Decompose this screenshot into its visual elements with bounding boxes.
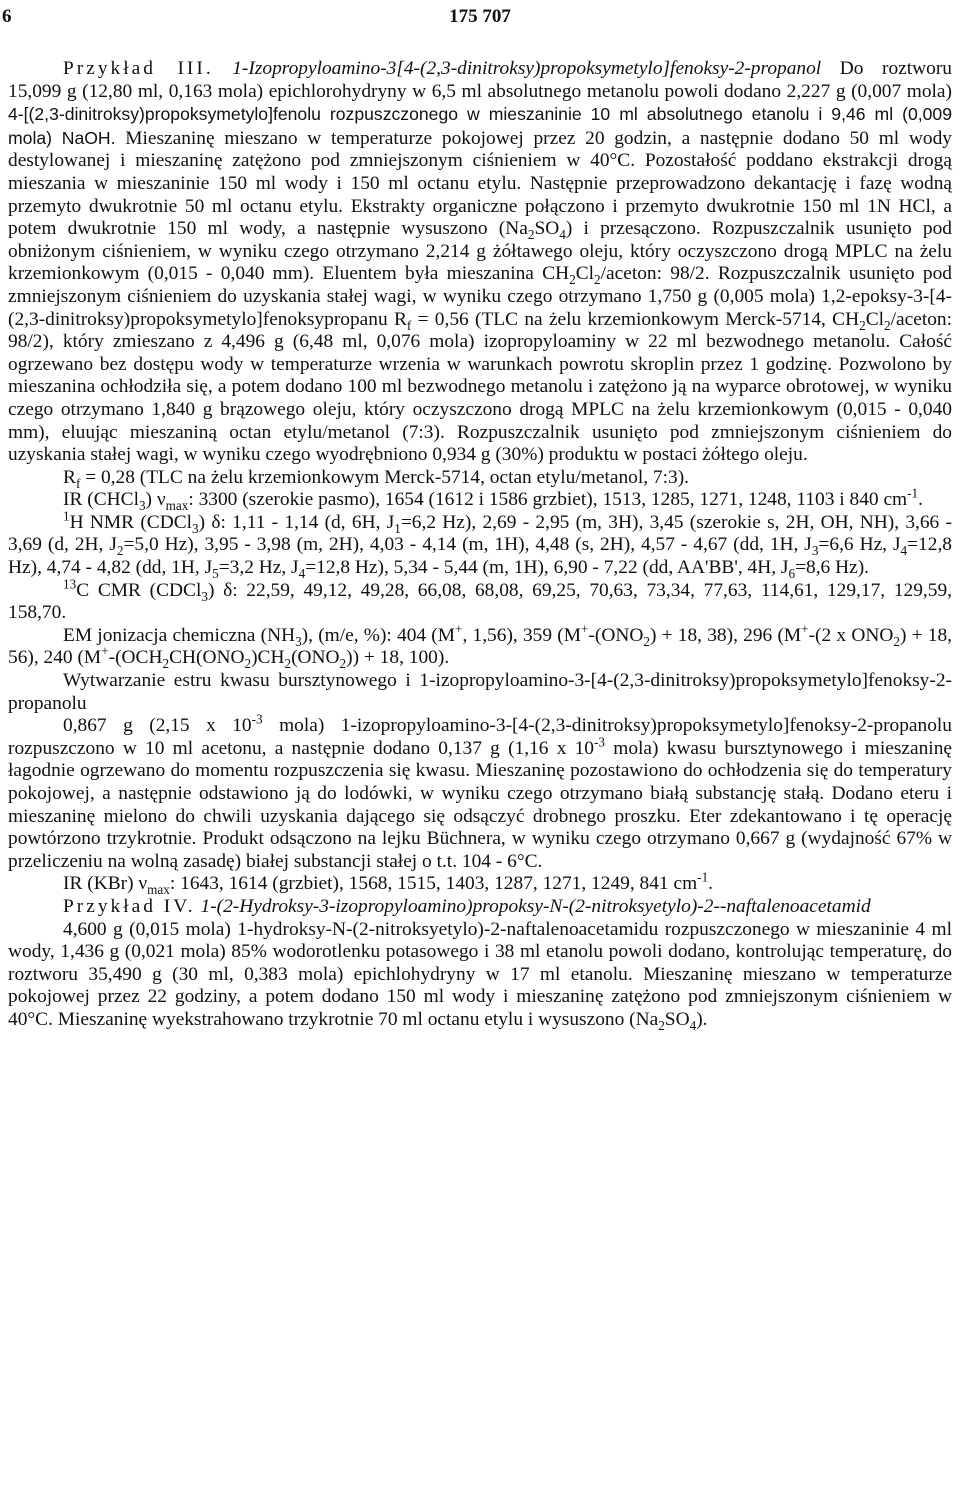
page-header [0,6,960,28]
paragraph-example-4-heading [8,896,952,919]
text: =8,6 Hz). [795,557,869,579]
subscript: 2 [859,317,866,333]
text: ) ν [145,489,166,511]
text: SO [664,1008,690,1030]
superscript: + [455,621,463,637]
subscript: 4 [689,1017,697,1033]
text: EM jonizacja chemiczna (NH [63,624,296,646]
subscript: 2 [658,1017,665,1033]
text: ) + 18, 38), 296 (M [649,624,802,646]
text: Cl [865,308,885,330]
text: IR (CHCl [63,489,139,511]
text: /aceton: 98/2), który zmieszano z 4,496 g (6,48 ml, 0,076 mola) izopropyloaminy w 22 ml bezwodnego metanolu. Całość ogrzewano bez dostępu wody w temperaturze wrzenia w warunkach powrotu skroplin przez 1 godzinę. Pozwolono by mieszanina ochłodziła się, a potem dodano 100 ml bezwodnego metanolu i zatężono ją na wyparce obrotowej, w wyniku czego otrzymano 1,840 g brązowego oleju, który oczyszczono drogą MPLC na żelu krzemionkowym (0,015 - 0,040 mm), eluując mieszaniną octan etylu/metanol (7:3). Rozpuszczalnik usunięto pod zmniejszonym ciśnieniem do uzyskania stałej wagi, w wyniku czego wyodrębniono 0,934 g (30%) produktu w postaci żółtego oleju. [8,308,953,466]
superscript: -3 [594,734,606,750]
superscript: + [101,643,109,659]
paragraph-cnmr [8,576,953,625]
paragraph-rf [8,467,952,490]
text: (ONO [291,647,340,669]
document-body [8,58,952,1032]
subscript: 2 [643,633,650,649]
paragraph-example-3 [8,58,952,467]
text: , 1,56), 359 (M [462,624,581,646]
subscript: 6 [788,565,796,581]
paragraph-example-4 [8,919,952,1032]
text: ). [696,1008,708,1030]
subscript: 2 [594,272,601,288]
superscript: + [580,621,589,637]
subscript: 2 [162,656,170,672]
text: Cl [575,263,595,285]
text: ) δ: 1,11 - 1,14 (d, 6H, J [198,511,395,533]
example-4-label: Przykład IV. [63,895,196,917]
text: = 0,28 (TLC na żelu krzemionkowym Merck-5714, octan etylu/metanol, 7:3). [80,466,689,488]
text: )) + 18, 100). [346,647,450,669]
text: =6,2 Hz), 2,69 - 2,95 (m, 3H), 3,45 (szerokie s, 2H, OH, NH), 3,66 - 3,69 (d, 2H, J [8,511,952,556]
subscript: 2 [339,656,347,672]
superscript: 13 [63,576,77,592]
subscript: 2 [569,272,576,288]
text: . [708,873,714,895]
subscript: 2 [244,656,252,672]
subscript: 3 [138,498,146,514]
section-heading: Wytwarzanie estru kwasu bursztynowego i 1-izopropyloamino-3-[4-(2,3-dinitroksy)propoksymetylo]fenoksy-2-propanolu [8,670,952,714]
paragraph-hnmr [8,508,952,581]
superscript: + [801,621,809,637]
paragraph-ms [8,621,953,672]
subscript: max [165,498,189,514]
subscript: 2 [884,317,891,333]
text: ) + 18, 56), 240 (M [8,624,953,669]
subscript: 2 [893,633,900,649]
subscript: 2 [527,227,535,243]
text: = 0,56 (TLC na żelu krzemionkowym Merck-5714, CH [411,308,860,330]
superscript: 1 [63,508,70,524]
text: . [918,489,923,511]
text: =12,8 Hz), 4,74 - 4,82 (dd, 1H, J [8,534,952,579]
subscript: 3 [192,520,199,536]
subscript: 1 [394,520,401,536]
text: =5,0 Hz), 3,95 - 3,98 (m, 2H), 4,03 - 4,14 (m, 1H), 4,48 (s, 2H), 4,57 - 4,67 (dd, 1H, J [123,534,812,556]
text: =6,6 Hz, J [818,534,901,556]
text: CH(ONO [169,647,245,669]
text: 4,600 g (0,015 mola) 1-hydroksy-N-(2-nitroksyetylo)-2-naftalenoacetamidu rozpuszczonego w mieszaninie 4 ml wody, 1,436 g (0,021 mola) 85% wodorotlenku potasowego i 38 ml etanolu powoli dodano, kontrolując temperaturę, do roztworu 35,490 g (30 ml, 0,383 mola) epichlohydryny w 17 ml etanolu. Mieszaninę mieszano w temperaturze pokojowej przez 22 godziny, a potem dodano 150 ml wody i mieszaninę zatężono pod zmniejszonym ciśnieniem w 40°C. Mieszaninę wyekstrahowano trzykrotnie 70 ml octanu etylu i wysuszono (Na [8,918,952,1030]
subscript: f [75,475,81,491]
subscript: 3 [811,543,819,559]
example-3-label: Przykład III. [63,58,214,79]
text: )CH [251,647,285,669]
compound-name: 4-[(2,3-dinitroksy)propoksymetylo]fenolu rozpuszczonego w mieszaninie 10 ml absolutnego etanolu i 9,46 ml (0,009 mola) NaOH. [8,104,952,148]
text: SO [534,218,560,240]
text: Do roztworu 15,099 g (12,80 ml, 0,163 mola) epichlorohydryny w 6,5 ml absolutnego metanolu powoli dodano 2,227 g (0,007 mola) [8,58,952,102]
subscript: 5 [212,565,219,581]
paragraph-ir-1 [8,485,952,514]
subscript: max [147,882,170,898]
superscript: -3 [251,711,263,727]
subscript: 4 [900,543,908,559]
text: =12,8 Hz), 5,34 - 5,44 (m, 1H), 6,90 - 7,22 (dd, AA'BB', 4H, J [305,557,789,579]
subscript: 4 [298,565,306,581]
text: /aceton: 98/2. Rozpuszczalnik usunięto pod zmniejszonym ciśnieniem do uzyskania stałej wagi, w wyniku czego otrzymano 1,750 g (0,005 mola) 1,2-epoksy-3-[4-(2,3-dinitroksy)propoksymetylo]fenoksypropanu R [8,263,952,330]
text: mola) kwasu bursztynowego i mieszaninę łagodnie ogrzewano do momentu rozpuszczenia się kwasu. Mieszaninę pozostawiono do ochłodzenia się do temperatury pokojowej, a następnie odstawiono ją do lodówki, w wyniku czego otrzymano białą substancję stałą. Dodano eteru i mieszaninę mielono do chwili uzyskania dającego się odsączyć drobnego proszku. Eter zdekantowano i tę operację powtórzono trzykrotnie. Produkt odsączono na lejku Büchnera, w wyniku czego otrzymano 0,667 g (wydajność 67% w przeliczeniu na wolną zasadę) białej substancji stałej o t.t. 104 - 6°C. [8,737,952,872]
paragraph-ir-2 [8,869,952,898]
text: : 3300 (szerokie pasmo), 1654 (1612 i 1586 grzbiet), 1513, 1285, 1271, 1248, 1103 i 840 cm [188,489,908,511]
text: ) i przesączono. Rozpuszczalnik usunięto pod obniżonym ciśnieniem, w wyniku czego otrzymano 2,214 g żółtawego oleju, który oczyszczono drogą MPLC na żelu krzemionkowym (0,015 - 0,040 mm). Eluentem była mieszanina CH [8,218,952,285]
text: -(OCH [108,647,163,669]
text: R [63,466,76,488]
example-4-title: 1-(2-Hydroksy-3-izopropyloamino)propoksy-N-(2-nitroksyetylo)-2--naftalenoacetamid [200,895,871,917]
subscript: 3 [201,588,208,604]
text: =3,2 Hz, J [218,557,299,579]
subscript: 2 [284,656,292,672]
text: -(ONO [588,624,644,646]
text: C CMR (CDCl [76,579,202,601]
text: IR (KBr) ν [63,873,148,895]
text: mola) 1-izopropyloamino-3-[4-(2,3-dinitroksy)propoksymetylo]fenoksy-2-propanolu rozpuszczono w 10 ml acetonu, a następnie dodano 0,137 g (1,16 x 10 [8,715,952,759]
text: ), (m/e, %): 404 (M [301,624,456,646]
text: -(2 x ONO [808,624,894,646]
superscript: -1 [697,869,709,885]
superscript: -1 [907,485,919,501]
subscript: 3 [295,633,302,649]
text: 0,867 g (2,15 x 10 [63,715,252,737]
text: H NMR (CDCl [69,511,193,533]
paragraph-ester [8,711,952,873]
text: : 1643, 1614 (grzbiet), 1568, 1515, 1403, 1287, 1271, 1249, 841 cm [169,873,698,895]
text: ) δ: 22,59, 49,12, 49,28, 66,08, 68,08, 69,25, 70,63, 73,34, 77,63, 114,61, 129,17, 129,59, 158,70. [8,579,953,624]
page-number: 6 [2,6,12,27]
document-number: 175 707 [449,6,511,27]
subscript: f [406,317,412,333]
example-3-title: 1-Izopropyloamino-3[4-(2,3-dinitroksy)propoksymetylo]fenoksy-2-propanol [232,58,822,79]
subscript: 2 [116,543,124,559]
text: Mieszaninę mieszano w temperaturze pokojowej przez 20 godzin, a następnie dodano 50 ml wody destylowanej i mieszaninę zatężono pod zmniejszonym ciśnieniem w 40°C. Pozostałość poddano ekstrakcji drogą mieszania w mieszaninie 150 ml wody i 150 ml octanu etylu. Następnie przeprowadzono dekantację i fazę wodną przemyto dwukrotnie 50 ml octanu etylu. Ekstrakty organiczne połączono i przemyto dwukrotnie 150 ml 1N HCl, a potem dwukrotnie 150 ml wody, a następnie wysuszono (Na [8,127,952,240]
subscript: 4 [559,227,566,243]
